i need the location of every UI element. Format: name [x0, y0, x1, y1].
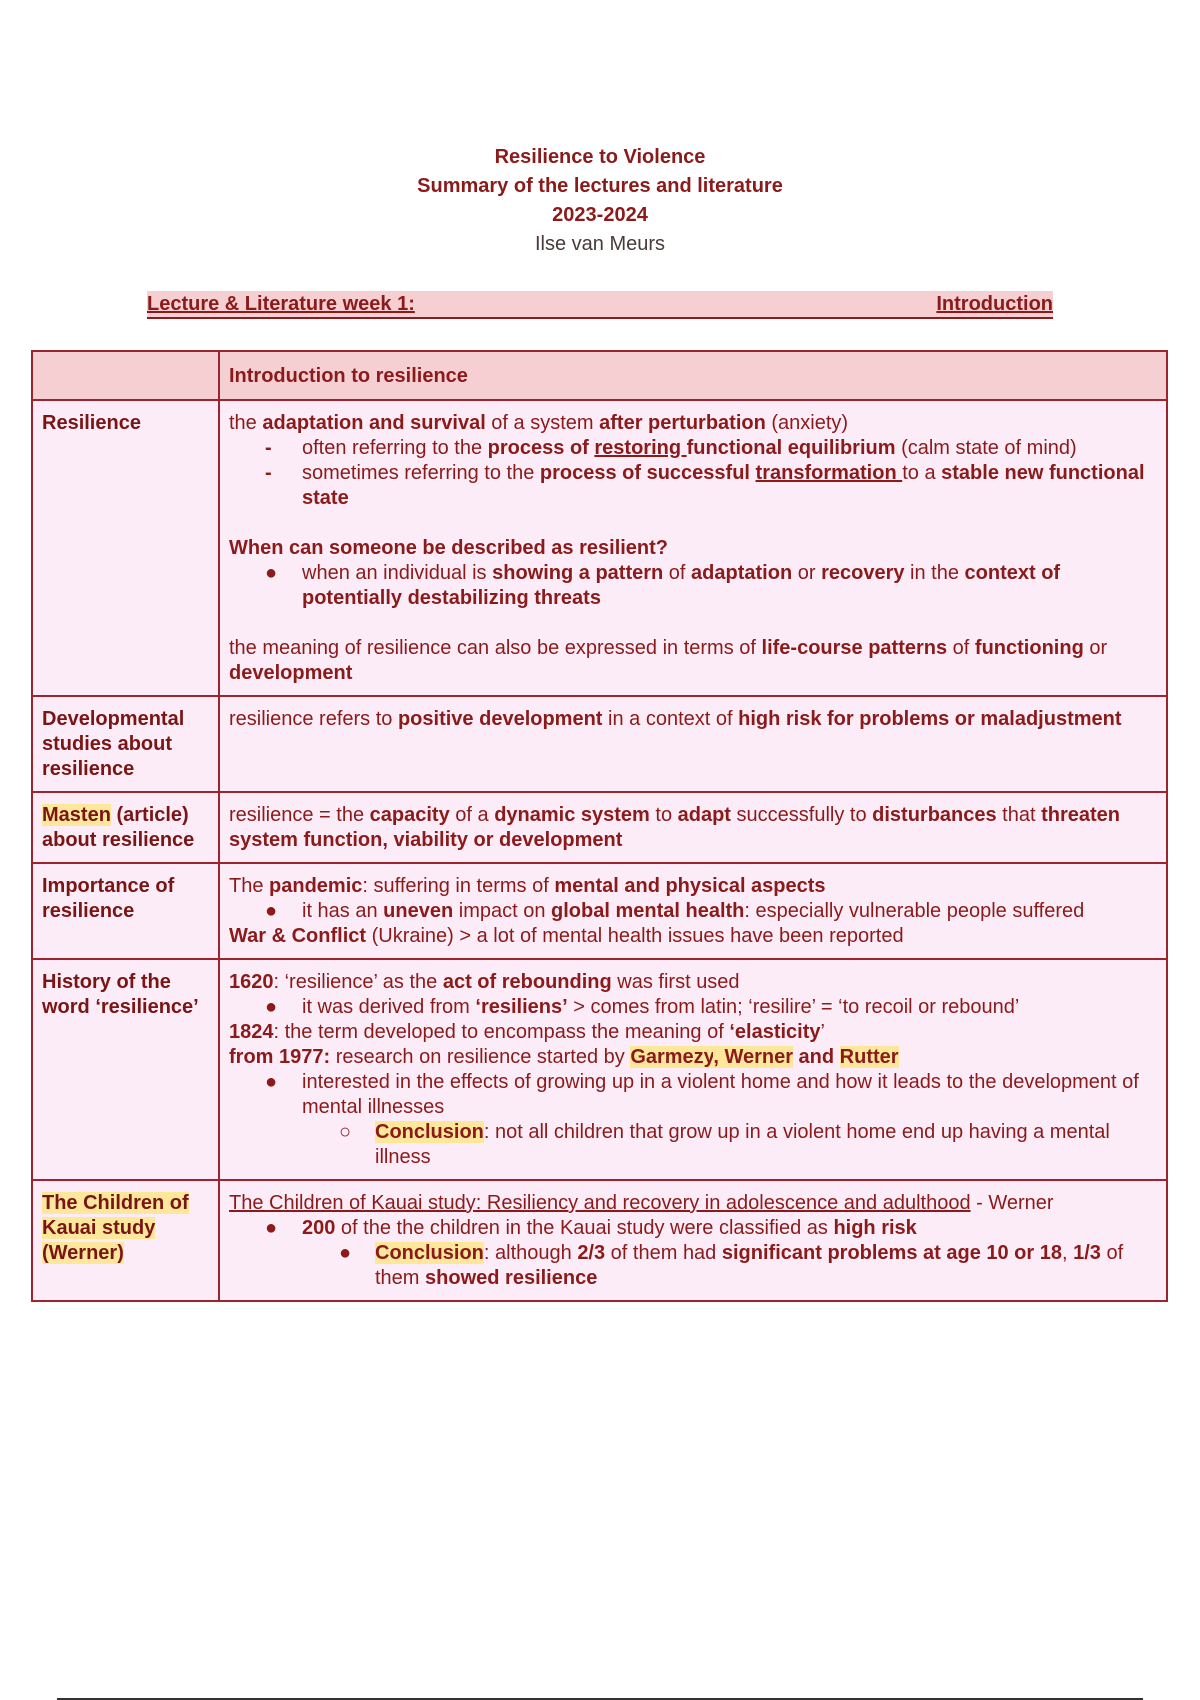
row-label: Resilience [32, 400, 219, 696]
table-row [32, 696, 1167, 792]
circle-marker: ○ [339, 1121, 352, 1143]
dash-marker: - [265, 462, 272, 484]
meaning-line: the meaning of resilience can also be expressed in terms of life-course patterns of functioning or development [229, 637, 1108, 684]
list-item: ● 200 of the the children in the Kauai study were classified as high risk [265, 1217, 917, 1239]
table-header-row [32, 351, 1167, 400]
list-item: ● it has an uneven impact on global mental health: especially vulnerable people suffered [265, 900, 1085, 922]
row-label [32, 1180, 219, 1301]
question-heading: When can someone be described as resilient? [229, 537, 669, 559]
table-row [32, 959, 1167, 1180]
doc-year: 2023-2024 [552, 204, 648, 226]
doc-title: Resilience to Violence [494, 146, 706, 168]
row-content: The pandemic: suffering in terms of mental and physical aspects ● it has an uneven impact on global mental health: especially vulnerable people suffered War & Conflict (Ukraine) > a lot of mental health issues have been reported [219, 863, 1167, 959]
row-content: 1620: ‘resilience’ as the act of rebounding was first used ● it was derived from ‘resiliens’ > comes from latin; ‘resilire’ = ‘to recoil or rebound’ 1824: the term developed to encompass the meaning of ‘elasticity’ from 1977: research on resilience started by Garmezy, Werner and Rutter ● interested in the effects of growing up in a violent home and how it leads to the development of mental illnesses ○ Conclusion: not all children that grow up in a violent home end up having a mental illness [219, 959, 1167, 1180]
doc-subtitle: Summary of the lectures and literature [417, 175, 783, 197]
week-label: Lecture & Literature week 1: [147, 293, 415, 315]
highlighted-name: Rutter [839, 1046, 899, 1068]
bullet-marker: ● [265, 900, 278, 922]
row-content [219, 400, 1167, 696]
row-content: resilience refers to positive development in a context of high risk for problems or maladjustment [219, 696, 1167, 792]
bullet-marker: ● [265, 562, 278, 584]
table-row [32, 400, 1167, 696]
bullet-marker: ● [265, 1217, 278, 1239]
document-header [0, 143, 1200, 259]
study-title-link[interactable]: The Children of Kauai study: Resiliency and recovery in adolescence and adulthood [229, 1192, 971, 1214]
row-content: resilience = the capacity of a dynamic system to adapt successfully to disturbances that threaten system function, viability or development [219, 792, 1167, 863]
highlighted-name: Masten [42, 804, 111, 826]
doc-author: Ilse van Meurs [534, 233, 666, 255]
row-label: Developmental studies about resilience [32, 696, 219, 792]
list-item: ● interested in the effects of growing up in a violent home and how it leads to the development of mental illnesses [265, 1071, 1139, 1118]
list-item: ○ Conclusion: not all children that grow up in a violent home end up having a mental illness [339, 1121, 1110, 1168]
summary-table [31, 350, 1168, 1302]
row-content: The Children of Kauai study: Resiliency and recovery in adolescence and adulthood - Werner ● 200 of the the children in the Kauai study were classified as high risk ● Conclusion: although 2/3 of them had significant problems at age 10 or 18, 1/3 of them showed resilience [219, 1180, 1167, 1301]
list-item: ● it was derived from ‘resiliens’ > comes from latin; ‘resilire’ = ‘to recoil or rebound’ [265, 996, 1020, 1018]
table-row [32, 863, 1167, 959]
dash-marker: - [265, 437, 272, 459]
table-header-title: Introduction to resilience [219, 351, 1167, 400]
table-row [32, 792, 1167, 863]
table-row [32, 1180, 1167, 1301]
row-label: Masten (article) about resilience [32, 792, 219, 863]
week-heading [147, 291, 1053, 319]
bullet-marker: ● [265, 996, 278, 1018]
list-item: - often referring to the process of restoring functional equilibrium (calm state of mind) [265, 437, 1077, 459]
highlighted-name: Garmezy [630, 1046, 714, 1068]
highlighted-name: Werner [724, 1046, 793, 1068]
header-empty-cell [32, 351, 219, 400]
week-topic: Introduction [936, 293, 1053, 315]
list-item: ● when an individual is showing a pattern of adaptation or recovery in the context of potentially destabilizing threats [265, 562, 1061, 609]
definition-line: the adaptation and survival of a system after perturbation (anxiety) [229, 412, 849, 434]
list-item: ● Conclusion: although 2/3 of them had significant problems at age 10 or 18, 1/3 of them showed resilience [339, 1242, 1124, 1289]
list-item: - sometimes referring to the process of successful transformation to a stable new functional state [265, 462, 1145, 509]
bullet-marker: ● [339, 1242, 352, 1264]
bullet-marker: ● [265, 1071, 278, 1093]
highlighted-name: The Children of Kauai study (Werner) [42, 1192, 189, 1264]
row-label: History of the word ‘resilience’ [32, 959, 219, 1180]
row-label: Importance of resilience [32, 863, 219, 959]
